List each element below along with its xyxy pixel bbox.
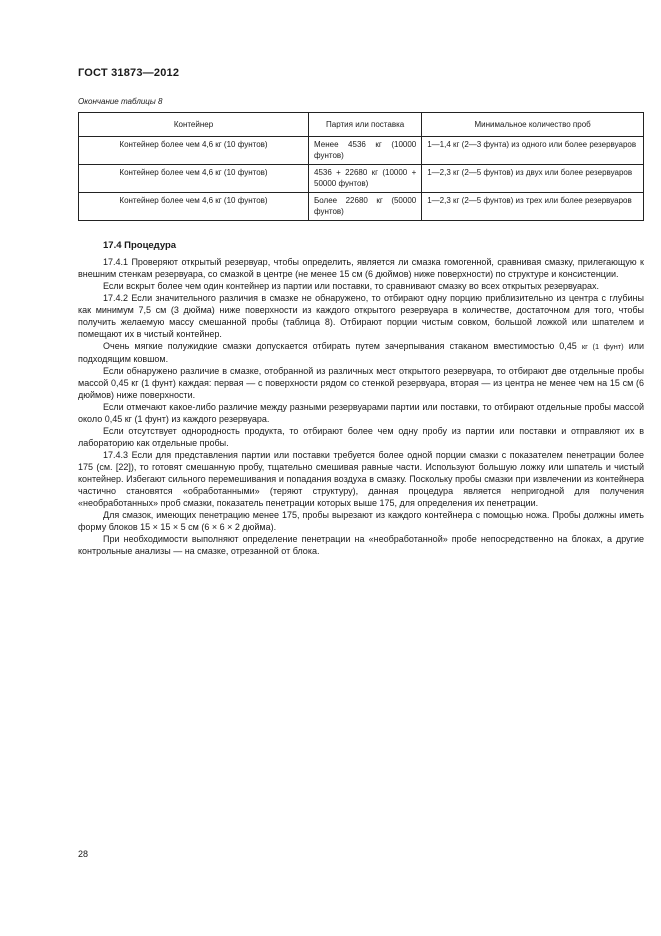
paragraph: При необходимости выполняют определение пенетрации на «необработанной» пробе непосредственно на блоках, а другие контрольные анализы — на смазке, отрезанной от блока. — [78, 534, 644, 556]
table-cell: 4536 + 22680 кг (10000 + 50000 фунтов) — [309, 165, 422, 193]
column-header-container: Контейнер — [79, 113, 309, 137]
table-row — [79, 137, 644, 165]
text-fragment: или подходящим ковшом. — [78, 341, 644, 364]
page-number: 28 — [78, 849, 89, 859]
table-cell: Менее 4536 кг (10000 фунтов) — [309, 137, 422, 165]
table-cell: 1—2,3 кг (2—5 фунтов) из трех или более резервуаров — [422, 193, 644, 221]
table-cell: Контейнер более чем 4,6 кг (10 фунтов) — [79, 137, 309, 165]
table-row — [79, 193, 644, 221]
paragraph-17-4-1: 17.4.1 Проверяют открытый резервуар, чтобы определить, является ли смазка гомогенной, сравнивая смазку, прилегающую к внешним стенкам резервуара, со смазкой в центре (не менее 15 см (6 дюймов) ниже поверхности) по структуре и консистенции. — [78, 257, 644, 279]
table-row — [79, 165, 644, 193]
paragraph-17-4-2: 17.4.2 Если значительного различия в смазке не обнаружено, то отбирают одну порцию приблизительно из центра с глубины как минимум 7,5 см (3 дюйма) ниже поверхности из каждого открытого резервуара в количестве, достаточном для того, чтобы получить желаемую массу смешанной пробы (таблица 8). Отбирают порции чистым совком, большой ложкой или шпателем и помещают их в чистый контейнер. — [78, 293, 644, 339]
table-cell: Контейнер более чем 4,6 кг (10 фунтов) — [79, 165, 309, 193]
paragraph: Если обнаружено различие в смазке, отобранной из различных мест открытого резервуара, то отбирают две отдельные пробы массой 0,45 кг (1 фунт) каждая: первая — с поверхности рядом со стенкой резервуара, вторая — из центра не менее чем на 15 см (6 дюймов) ниже поверхности. — [78, 366, 644, 400]
paragraph: Если отсутствует однородность продукта, то отбирают более чем одну пробу из партии или поставки и отправляют их в лабораторию как отдельные пробы. — [78, 426, 644, 448]
table-cell: 1—2,3 кг (2—5 фунтов) из двух или более резервуаров — [422, 165, 644, 193]
table-cell: Контейнер более чем 4,6 кг (10 фунтов) — [79, 193, 309, 221]
paragraph: Если отмечают какое-либо различие между разными резервуарами партии или поставки, то отбирают отдельные пробы массой около 0,45 кг (1 фунт) из каждого резервуара. — [78, 402, 644, 424]
paragraph: Если вскрыт более чем один контейнер из партии или поставки, то сравнивают смазку во всех открытых резервуарах. — [103, 281, 599, 291]
table-caption: Окончание таблицы 8 — [78, 97, 163, 106]
text-fragment: кг (1 фунт) — [581, 342, 624, 351]
table-cell: Более 22680 кг (50000 фунтов) — [309, 193, 422, 221]
column-header-min-samples: Минимальное количество проб — [422, 113, 644, 137]
section-17-4 — [78, 240, 644, 557]
paragraph-soft-greases — [78, 340, 644, 365]
document-header: ГОСТ 31873—2012 — [78, 67, 180, 79]
table-8 — [78, 112, 644, 221]
paragraph-17-4-3: 17.4.3 Если для представления партии или поставки требуется более одной порции смазки с показателем пенетрации более 175 (см. [22]), то готовят смешанную пробу, тщательно смешивая равные части. Используют большую ложку или шпатель и чистый контейнер. Избегают сильного перемешивания и попадания воздуха в смазку. Поскольку пробы смазки при извлечении из контейнера частично становятся «обработанными» (теряют структуру), данная процедура является непригодной для получения «необработанных» проб смазки, показатель пенетрации которых выше 175, для определения их пенетрации. — [78, 450, 644, 508]
column-header-batch: Партия или поставка — [309, 113, 422, 137]
table-header-row — [79, 113, 644, 137]
paragraph: Для смазок, имеющих пенетрацию менее 175, пробы вырезают из каждого контейнера с помощью ножа. Пробы должны иметь форму блоков 15 × 15 × 5 см (6 × 6 × 2 дюйма). — [78, 510, 644, 532]
section-heading: 17.4 Процедура — [103, 240, 177, 251]
table-cell: 1—1,4 кг (2—3 фунта) из одного или более резервуаров — [422, 137, 644, 165]
text-fragment: Очень мягкие полужидкие смазки допускается отбирать путем зачерпывания стаканом вместимостью 0,45 — [103, 341, 582, 351]
